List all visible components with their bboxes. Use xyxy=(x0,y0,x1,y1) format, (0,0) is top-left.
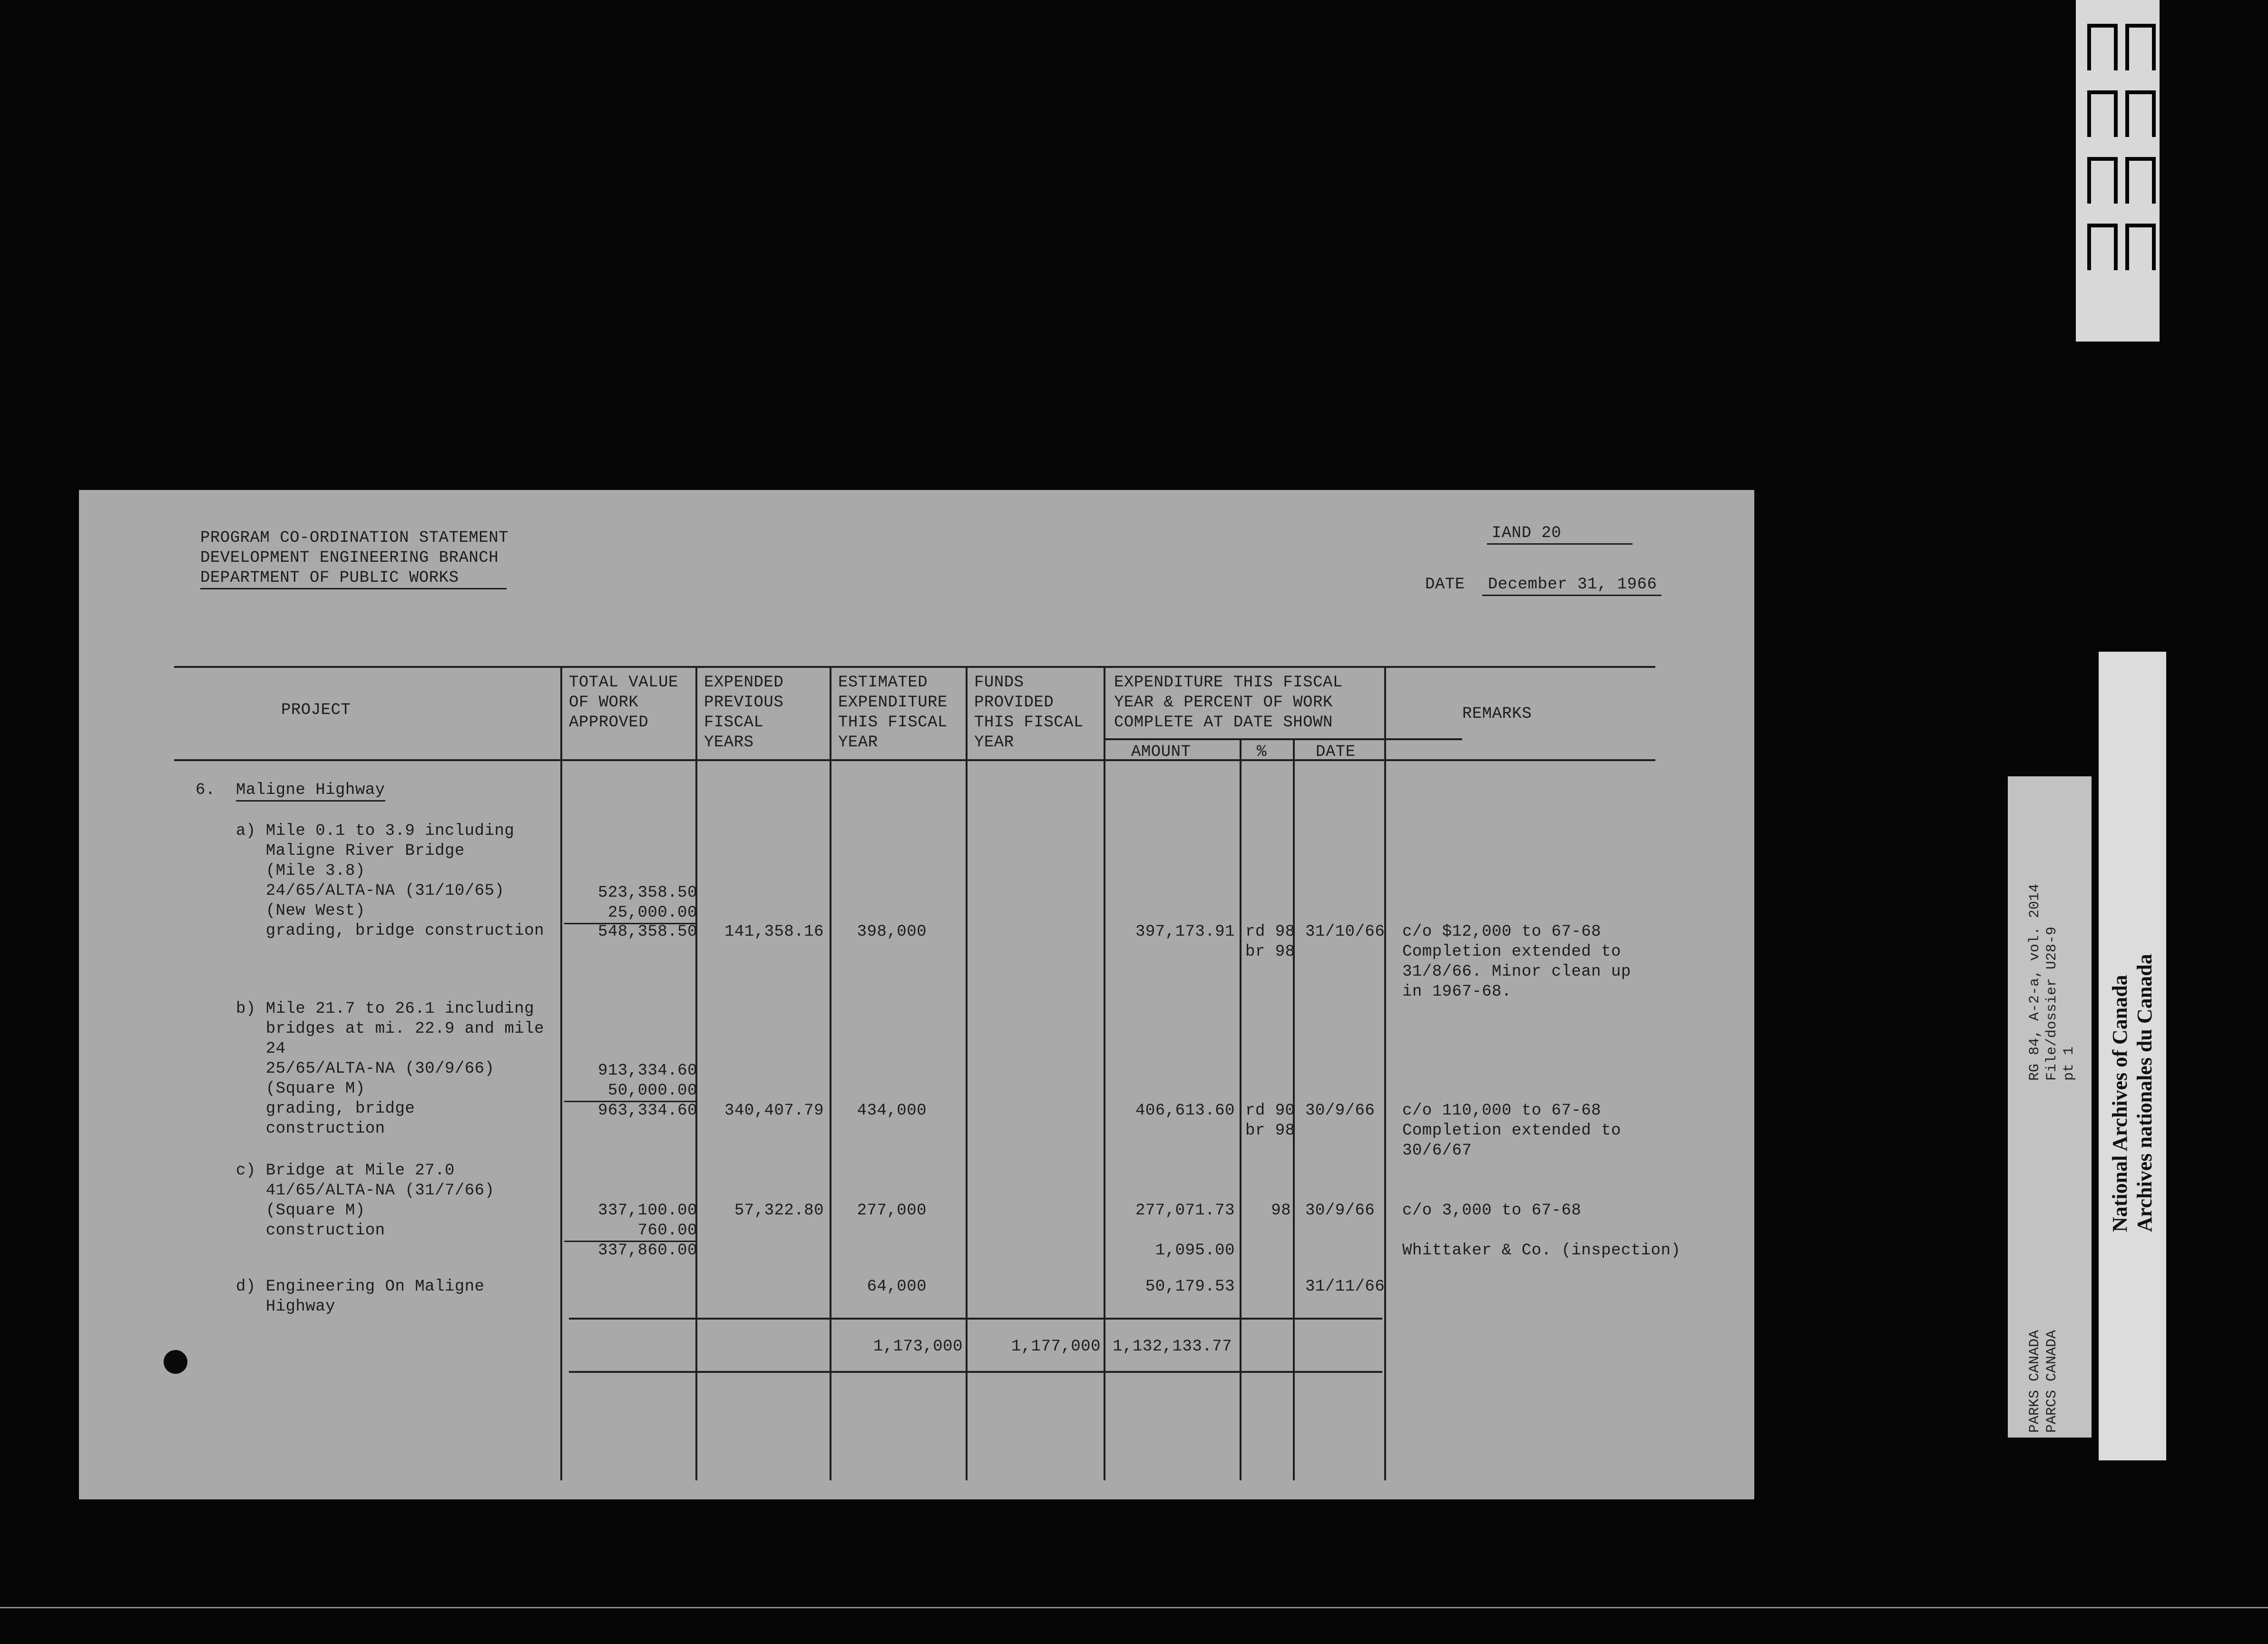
item-d-amount: 50,179.53 xyxy=(1145,1278,1235,1296)
total-estimated: 1,173,000 xyxy=(873,1338,963,1356)
archive-reference-line-1: RG 84, A-2-a, vol. 2014 xyxy=(2027,883,2043,1081)
header-remarks: REMARKS xyxy=(1462,705,1532,723)
total-funds: 1,177,000 xyxy=(1011,1338,1101,1356)
column-divider xyxy=(1384,667,1386,1480)
parcs-canada-text: PARCS CANADA xyxy=(2044,1330,2060,1433)
date-value: December 31, 1966 xyxy=(1482,575,1662,596)
item-b-amount: 406,613.60 xyxy=(1135,1102,1235,1120)
reference-number: IAND 20 xyxy=(1487,523,1633,545)
section-number: 6. xyxy=(196,781,215,799)
national-archives-english: National Archives of Canada xyxy=(2108,975,2131,1232)
header-percent: % xyxy=(1257,743,1267,761)
header-amount: AMOUNT xyxy=(1131,743,1191,761)
item-a-estimated: 398,000 xyxy=(857,923,927,941)
totals-bottom-rule xyxy=(569,1371,1382,1373)
header-total-value: TOTAL VALUE OF WORK APPROVED xyxy=(569,674,678,732)
column-divider xyxy=(1240,739,1242,1480)
totals-top-rule xyxy=(569,1318,1382,1320)
film-frame xyxy=(2125,90,2156,137)
item-c-percent: 98 xyxy=(1271,1202,1291,1220)
item-c-total-value-1: 337,100.00 xyxy=(597,1202,697,1220)
item-a-total-value-2: 25,000.00 xyxy=(564,903,697,924)
film-frame xyxy=(2125,157,2156,204)
item-d-date: 31/11/66 xyxy=(1305,1278,1385,1296)
item-c-amount: 277,071.73 xyxy=(1135,1202,1235,1220)
section-title: Maligne Highway xyxy=(236,780,385,802)
header-line-2: DEVELOPMENT ENGINEERING BRANCH xyxy=(200,549,499,567)
item-b-estimated: 434,000 xyxy=(857,1102,927,1120)
item-b-percent: rd 90 br 98 xyxy=(1245,1102,1295,1140)
item-a-description: a) Mile 0.1 to 3.9 including Maligne River Bridge (Mile 3.8) 24/65/ALTA-NA (31/10/65) (New West) grading, bridge construction xyxy=(236,822,545,940)
item-b-remarks: c/o 110,000 to 67-68 Completion extended to 30/6/67 xyxy=(1402,1102,1621,1160)
item-c-amount-2: 1,095.00 xyxy=(1155,1242,1235,1260)
item-a-percent: rd 98 br 98 xyxy=(1245,923,1295,961)
total-amount: 1,132,133.77 xyxy=(1113,1338,1232,1356)
item-b-description: b) Mile 21.7 to 26.1 including bridges at mi. 22.9 and mile 24 25/65/ALTA-NA (30/9/66) (Square M) grading, bridge construction xyxy=(236,1000,545,1138)
document-sheet xyxy=(79,490,1754,1499)
header-funds-provided: FUNDS PROVIDED THIS FISCAL YEAR xyxy=(974,674,1084,752)
item-c-expended: 57,322.80 xyxy=(734,1202,824,1220)
item-a-remarks: c/o $12,000 to 67-68 Completion extended to 31/8/66. Minor clean up in 1967-68. xyxy=(1402,923,1631,1001)
item-b-total-value-3: 963,334.60 xyxy=(597,1102,697,1120)
national-archives-french: Archives nationales du Canada xyxy=(2133,954,2156,1232)
header-expended-previous: EXPENDED PREVIOUS FISCAL YEARS xyxy=(704,674,784,752)
item-c-description: c) Bridge at Mile 27.0 41/65/ALTA-NA (31/7/66) (Square M) construction xyxy=(236,1162,495,1240)
header-line-3: DEPARTMENT OF PUBLIC WORKS xyxy=(200,568,507,589)
archive-reference-line-3: pt 1 xyxy=(2061,1046,2077,1081)
header-bottom-rule xyxy=(174,759,1655,761)
item-b-date: 30/9/66 xyxy=(1305,1102,1375,1120)
column-divider xyxy=(966,667,968,1480)
header-date: DATE xyxy=(1316,743,1356,761)
national-archives-label xyxy=(2099,652,2166,1460)
film-strip xyxy=(2076,0,2160,342)
header-expenditure-group: EXPENDITURE THIS FISCAL YEAR & PERCENT OF WORK COMPLETE AT DATE SHOWN xyxy=(1114,674,1343,732)
film-frame xyxy=(2087,24,2118,70)
item-c-date: 30/9/66 xyxy=(1305,1202,1375,1220)
film-edge-line xyxy=(0,1607,2268,1608)
film-frame xyxy=(2125,24,2156,70)
item-b-total-value-2: 50,000.00 xyxy=(564,1081,697,1102)
item-a-date: 31/10/66 xyxy=(1305,923,1385,941)
item-c-total-value-3: 337,860.00 xyxy=(597,1242,697,1260)
archive-reference-line-2: File/dossier U28-9 xyxy=(2044,926,2060,1081)
column-divider xyxy=(560,667,562,1480)
item-c-estimated: 277,000 xyxy=(857,1202,927,1220)
item-a-total-value-3: 548,358.50 xyxy=(597,923,697,941)
table-top-rule xyxy=(174,666,1655,668)
punch-hole xyxy=(164,1350,187,1374)
header-line-1: PROGRAM CO-ORDINATION STATEMENT xyxy=(200,529,509,547)
item-a-expended: 141,358.16 xyxy=(724,923,824,941)
item-a-amount: 397,173.91 xyxy=(1135,923,1235,941)
item-c-total-value-2: 760.00 xyxy=(564,1221,697,1242)
archive-reference-label xyxy=(2008,776,2092,1438)
item-c-remarks-2: Whittaker & Co. (inspection) xyxy=(1402,1242,1681,1260)
item-d-estimated: 64,000 xyxy=(867,1278,927,1296)
column-divider xyxy=(1104,667,1105,1480)
parks-canada-text: PARKS CANADA xyxy=(2027,1330,2043,1433)
film-frame xyxy=(2125,224,2156,270)
header-estimated: ESTIMATED EXPENDITURE THIS FISCAL YEAR xyxy=(838,674,948,752)
item-c-remarks: c/o 3,000 to 67-68 xyxy=(1402,1202,1582,1220)
film-frame xyxy=(2087,90,2118,137)
date-label: DATE xyxy=(1425,576,1465,594)
item-b-expended: 340,407.79 xyxy=(724,1102,824,1120)
film-frame xyxy=(2087,157,2118,204)
item-b-total-value-1: 913,334.60 xyxy=(597,1062,697,1080)
item-a-total-value-1: 523,358.50 xyxy=(597,884,697,902)
subheader-rule xyxy=(1105,738,1462,740)
header-project: PROJECT xyxy=(281,701,351,719)
item-d-description: d) Engineering On Maligne Highway xyxy=(236,1278,485,1316)
column-divider xyxy=(830,667,831,1480)
film-frame xyxy=(2087,224,2118,270)
